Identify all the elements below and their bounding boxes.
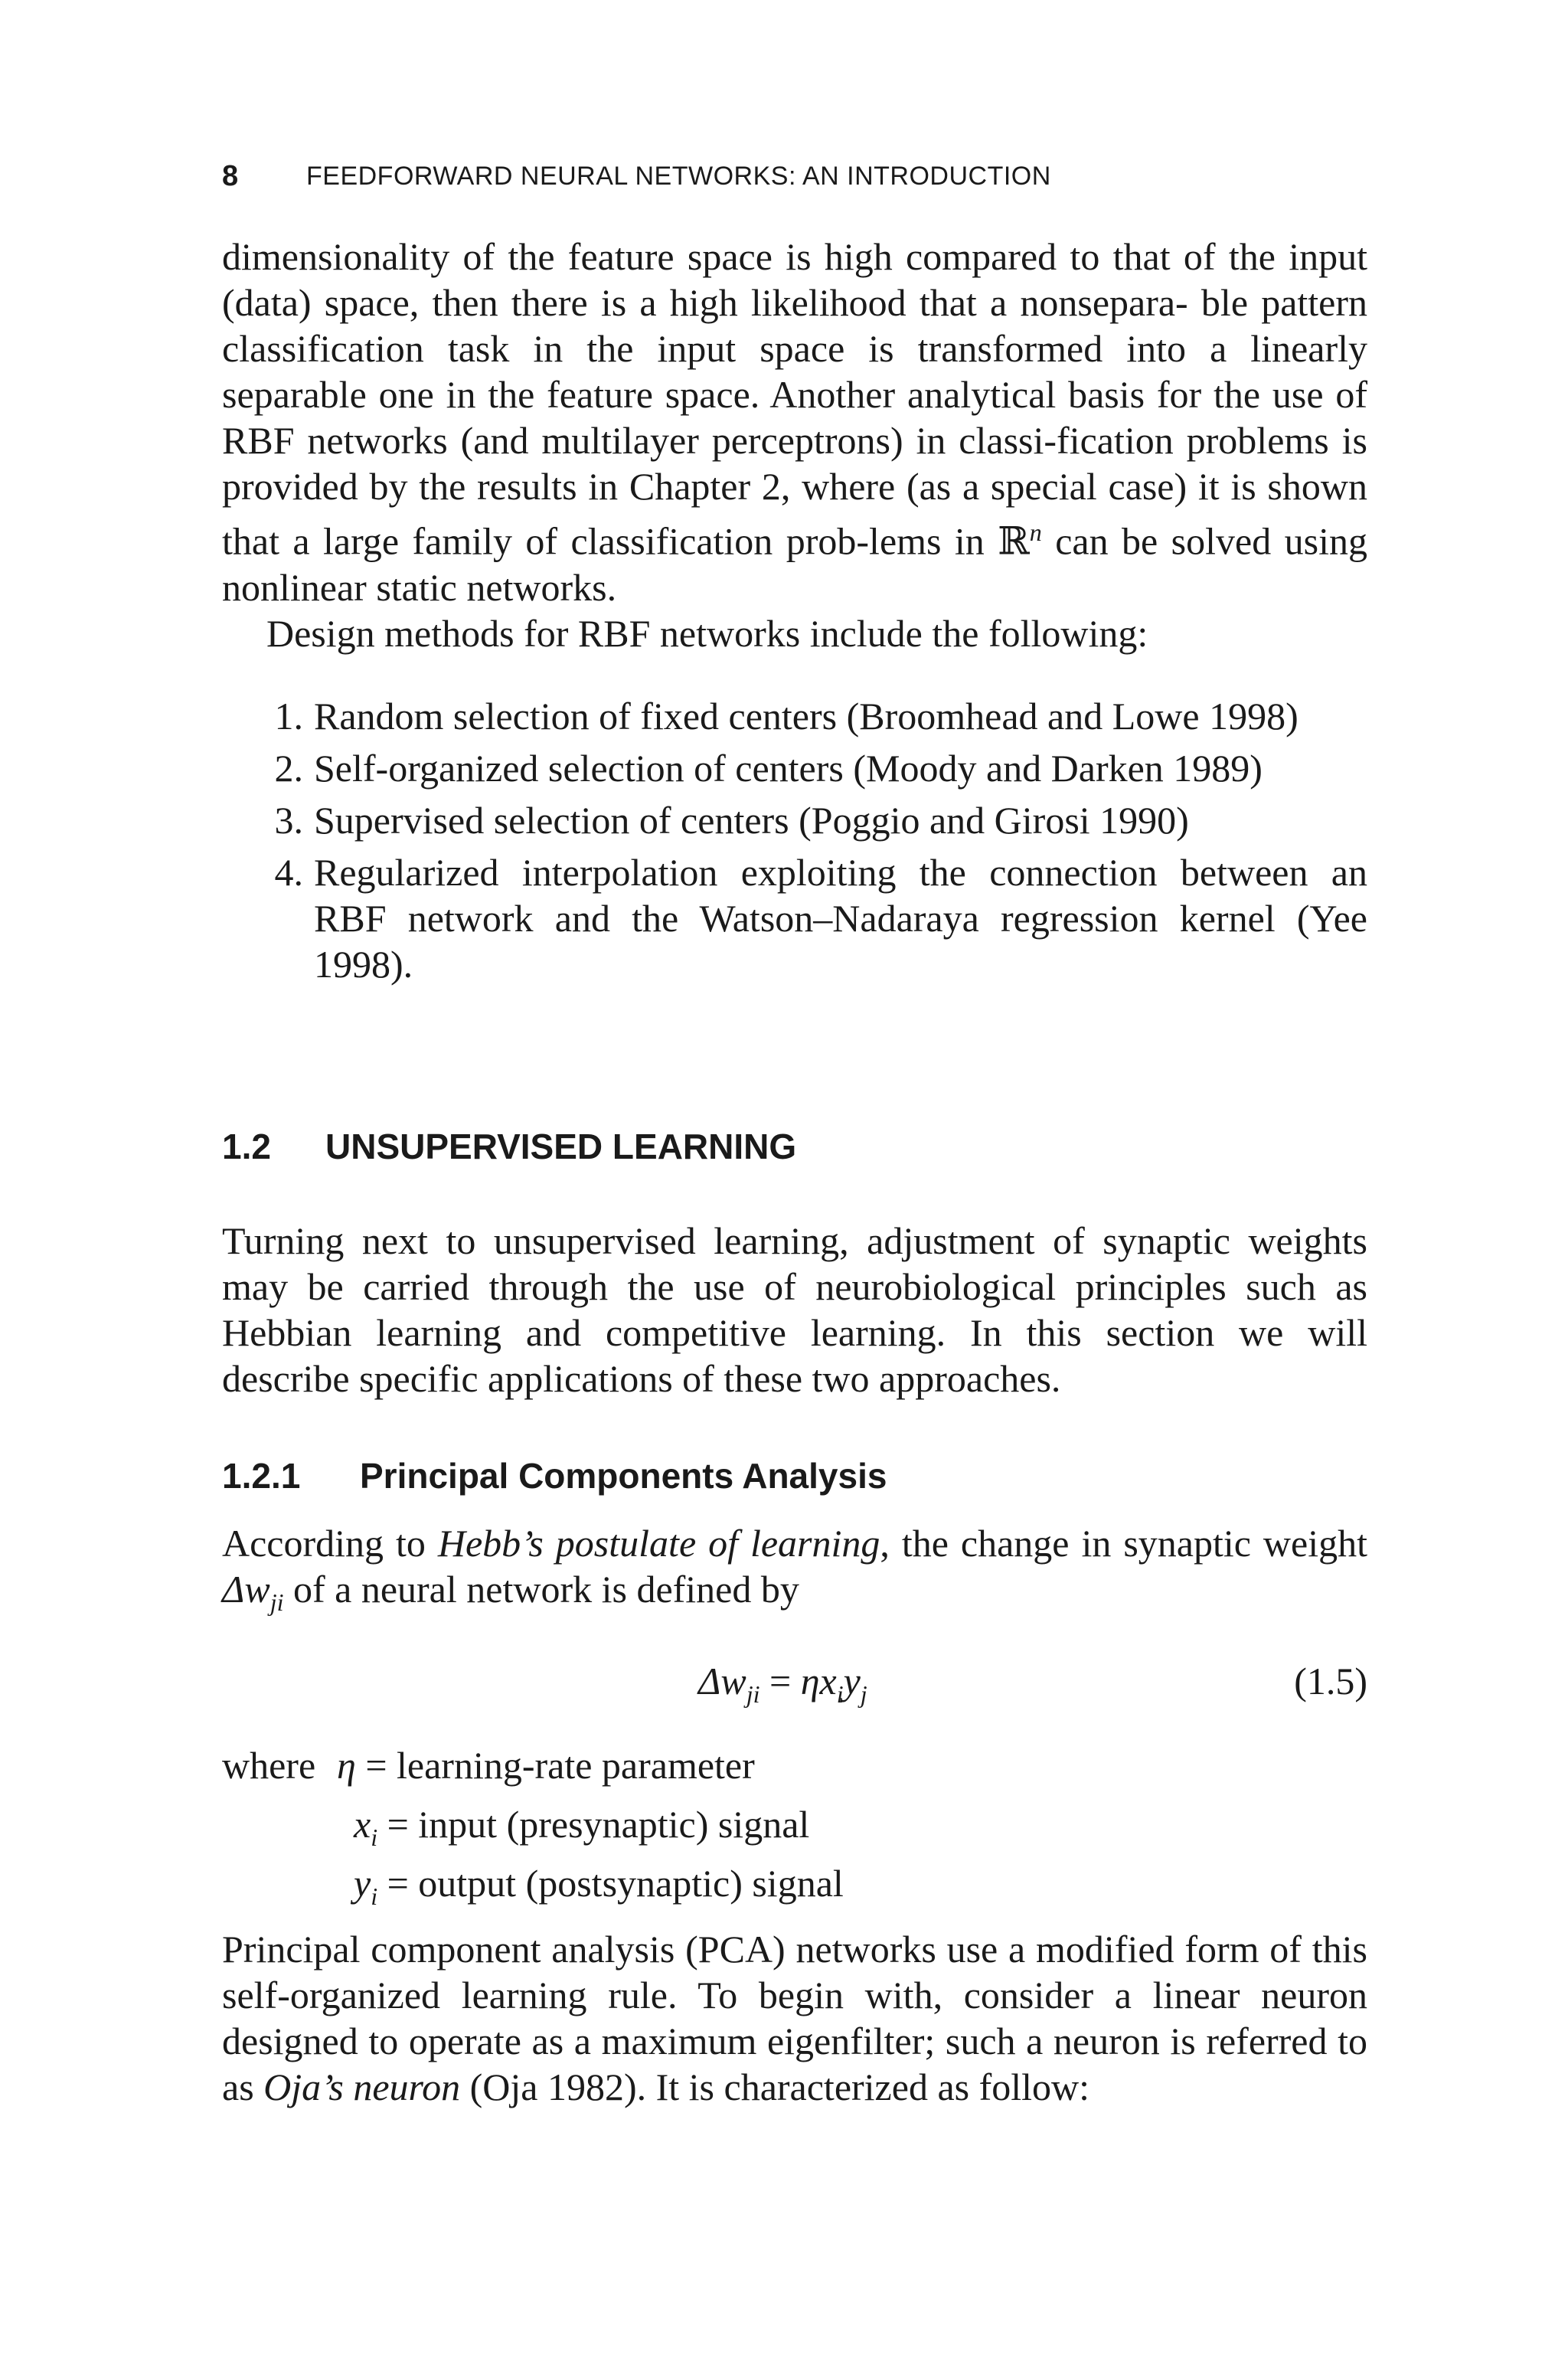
intro-line: fication problems is provided by the results in Chapter 2, where (as (222, 419, 1367, 508)
where-text: = input (presynaptic) signal (377, 1803, 810, 1846)
list-item-number: 1. (274, 695, 303, 738)
where-symbol: x (354, 1803, 371, 1846)
where-definition (337, 1801, 809, 1860)
list-item-number: 2. (274, 747, 303, 790)
subsection-title: Principal Components Analysis (360, 1456, 887, 1496)
delta-w-symbol: Δw (222, 1568, 270, 1611)
where-lead (222, 1860, 337, 1919)
list-item-text: Supervised selection of centers (Poggio and Girosi 1990) (314, 799, 1189, 842)
list-item (222, 849, 1367, 987)
eq-eta: η (800, 1660, 820, 1702)
hebb-postulate-term: Hebb’s postulate of learning (437, 1522, 880, 1565)
where-row (222, 1801, 844, 1860)
page-number: 8 (222, 159, 239, 192)
intro-line: dimensionality of the feature space is high compared to that of the (222, 235, 1276, 278)
eq-x-subscript: i (836, 1680, 844, 1708)
equation-number: (1.5) (1294, 1660, 1367, 1702)
intro-paragraph-1 (222, 234, 1367, 610)
eq-equals: = (760, 1660, 801, 1702)
hebb-paragraph (222, 1520, 1367, 1625)
where-subscript: i (371, 1823, 378, 1851)
where-text: = output (postsynaptic) signal (377, 1862, 844, 1905)
where-block (222, 1742, 844, 1919)
list-item (222, 745, 1367, 791)
where-row (222, 1742, 844, 1801)
intro-line: for the use of RBF networks (and multilayer perceptrons) in classi- (222, 373, 1368, 462)
list-item (222, 797, 1367, 843)
list-item-text: Random selection of fixed centers (Broomhead and Lowe 1998) (314, 695, 1298, 738)
eq-lhs-subscript: ji (746, 1680, 760, 1708)
eq-x: x (819, 1660, 837, 1702)
intro-line: a linearly separable one in the feature space. Another analytical basis (222, 327, 1368, 416)
intro-line-last-suffix: can be solved using nonlinear static networks. (222, 519, 1367, 609)
section-heading (222, 1126, 796, 1167)
intro-paragraph-2: Design methods for RBF networks include the following: (266, 611, 1148, 655)
where-definition (337, 1742, 755, 1801)
intro-line-last-prefix: lems in (869, 519, 998, 563)
intro-line: ble pattern classification task in the input space is transformed into (222, 281, 1368, 370)
section-title: UNSUPERVISED LEARNING (325, 1127, 797, 1166)
pca-suffix: (Oja 1982). It is characterized as follow: (460, 2065, 1090, 2108)
intro-line: input (data) space, then there is a high likelihood that a nonsepara- (222, 235, 1367, 324)
where-text: = learning-rate parameter (355, 1744, 755, 1787)
list-item (222, 693, 1367, 739)
list-item-number: 3. (274, 799, 303, 842)
section-1-2-text (222, 1218, 1367, 1402)
intro-line: a special case) it is shown that a large family of classification prob- (222, 465, 1367, 563)
real-set-symbol: ℝ (998, 519, 1030, 563)
where-lead (222, 1801, 337, 1860)
hebb-suffix: of a neural network is defined by (283, 1568, 799, 1611)
eq-lhs: Δw (698, 1660, 746, 1702)
hebb-mid: , the change in synaptic weight (880, 1522, 1368, 1565)
section-1-2-paragraph: Turning next to unsupervised learning, adjustment of synaptic weights may be carried through the use of neurobiological principles such as Hebbian learning and competitive learning. In this section we will describe specific applications of these two approaches. (222, 1219, 1367, 1400)
where-row (222, 1860, 844, 1919)
list-item-text: Self-organized selection of centers (Moody and Darken 1989) (314, 747, 1263, 790)
real-set-exponent: n (1029, 518, 1042, 546)
pca-text (222, 1926, 1367, 2110)
design-methods-list (222, 693, 1367, 993)
section-number: 1.2 (222, 1127, 271, 1166)
list-item-text: Regularized interpolation exploiting the connection between an RBF network and the Watson–Nadaraya regression kernel (Yee 1998). (314, 851, 1367, 986)
running-head: FEEDFORWARD NEURAL NETWORKS: AN INTRODUCTION (306, 161, 1051, 191)
oja-neuron-term: Oja’s neuron (263, 2065, 461, 2108)
page-header (222, 153, 1051, 199)
where-symbol: η (337, 1744, 356, 1787)
intro-text (222, 234, 1367, 656)
pca-prefix: Principal component analysis (PCA) networks use a modified form of this self-organized learning rule. To begin with, consider a linear neuron designed to operate as a maximum eigenfilter; such a neuron is referred to as (222, 1928, 1367, 2108)
equation-body (698, 1658, 867, 1717)
list-item-number: 4. (274, 851, 303, 894)
pca-paragraph (222, 1926, 1367, 2110)
where-symbol: y (354, 1862, 371, 1905)
eq-y-subscript: j (860, 1680, 867, 1708)
eq-y: y (843, 1660, 861, 1702)
where-subscript: i (371, 1882, 378, 1910)
hebb-prefix: According to (222, 1522, 438, 1565)
delta-w-subscript: ji (270, 1588, 284, 1616)
subsection-heading (222, 1455, 887, 1496)
where-lead: where (222, 1744, 316, 1787)
hebb-text (222, 1520, 1367, 1625)
where-definition (337, 1860, 844, 1919)
subsection-number: 1.2.1 (222, 1456, 301, 1496)
